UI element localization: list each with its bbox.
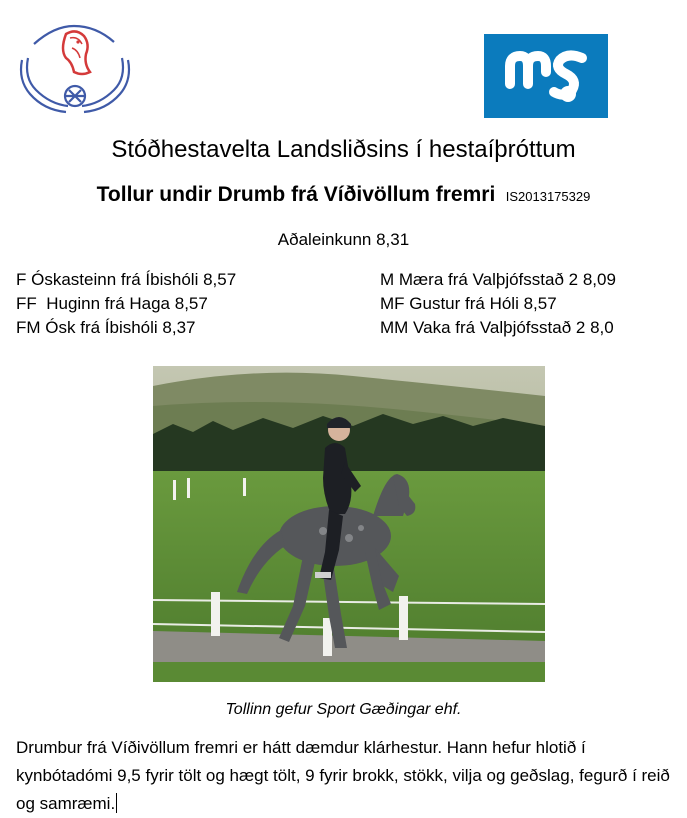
horse-heading [0,183,687,207]
horse-id: IS2013175329 [505,189,591,204]
description-text: Drumbur frá Víðivöllum fremri er hátt dæmdur klárhestur. Hann hefur hlotið í kynbótadómi 9,5 fyrir tölt og hægt tölt, 9 fyrir brokk, stökk, vilja og geðslag, fegurð í reið og samræmi. [16,738,670,813]
pedigree-line: FF Huginn frá Haga 8,57 [16,294,208,313]
pedigree-line: FM Ósk frá Íbishóli 8,37 [16,318,196,337]
pedigree-sire-side [16,268,236,340]
pedigree-line: M Mæra frá Valþjófsstað 2 8,09 [380,270,616,289]
horse-name: Tollur undir Drumb frá Víðivöllum fremri [96,183,496,206]
lh-emblem-icon [14,20,136,118]
horse-rider-image [153,366,545,682]
horse-photo [153,366,545,682]
pedigree-line: F Óskasteinn frá Íbishóli 8,57 [16,270,237,289]
description-paragraph [16,734,676,818]
ms-brand-icon [484,34,608,118]
photo-caption: Tollinn gefur Sport Gæðingar ehf. [225,701,462,718]
pedigree-line: MM Vaka frá Valþjófsstað 2 8,0 [380,318,614,337]
ms-logo [484,34,608,118]
page-title: Stóðhestavelta Landsliðsins í hestaíþróttum [111,136,576,163]
pedigree-line: MF Gustur frá Hóli 8,57 [380,294,557,313]
lh-logo [14,20,136,118]
text-cursor [116,793,117,813]
pedigree-dam-side [380,268,616,340]
main-score: Aðaleinkunn 8,31 [277,230,410,249]
